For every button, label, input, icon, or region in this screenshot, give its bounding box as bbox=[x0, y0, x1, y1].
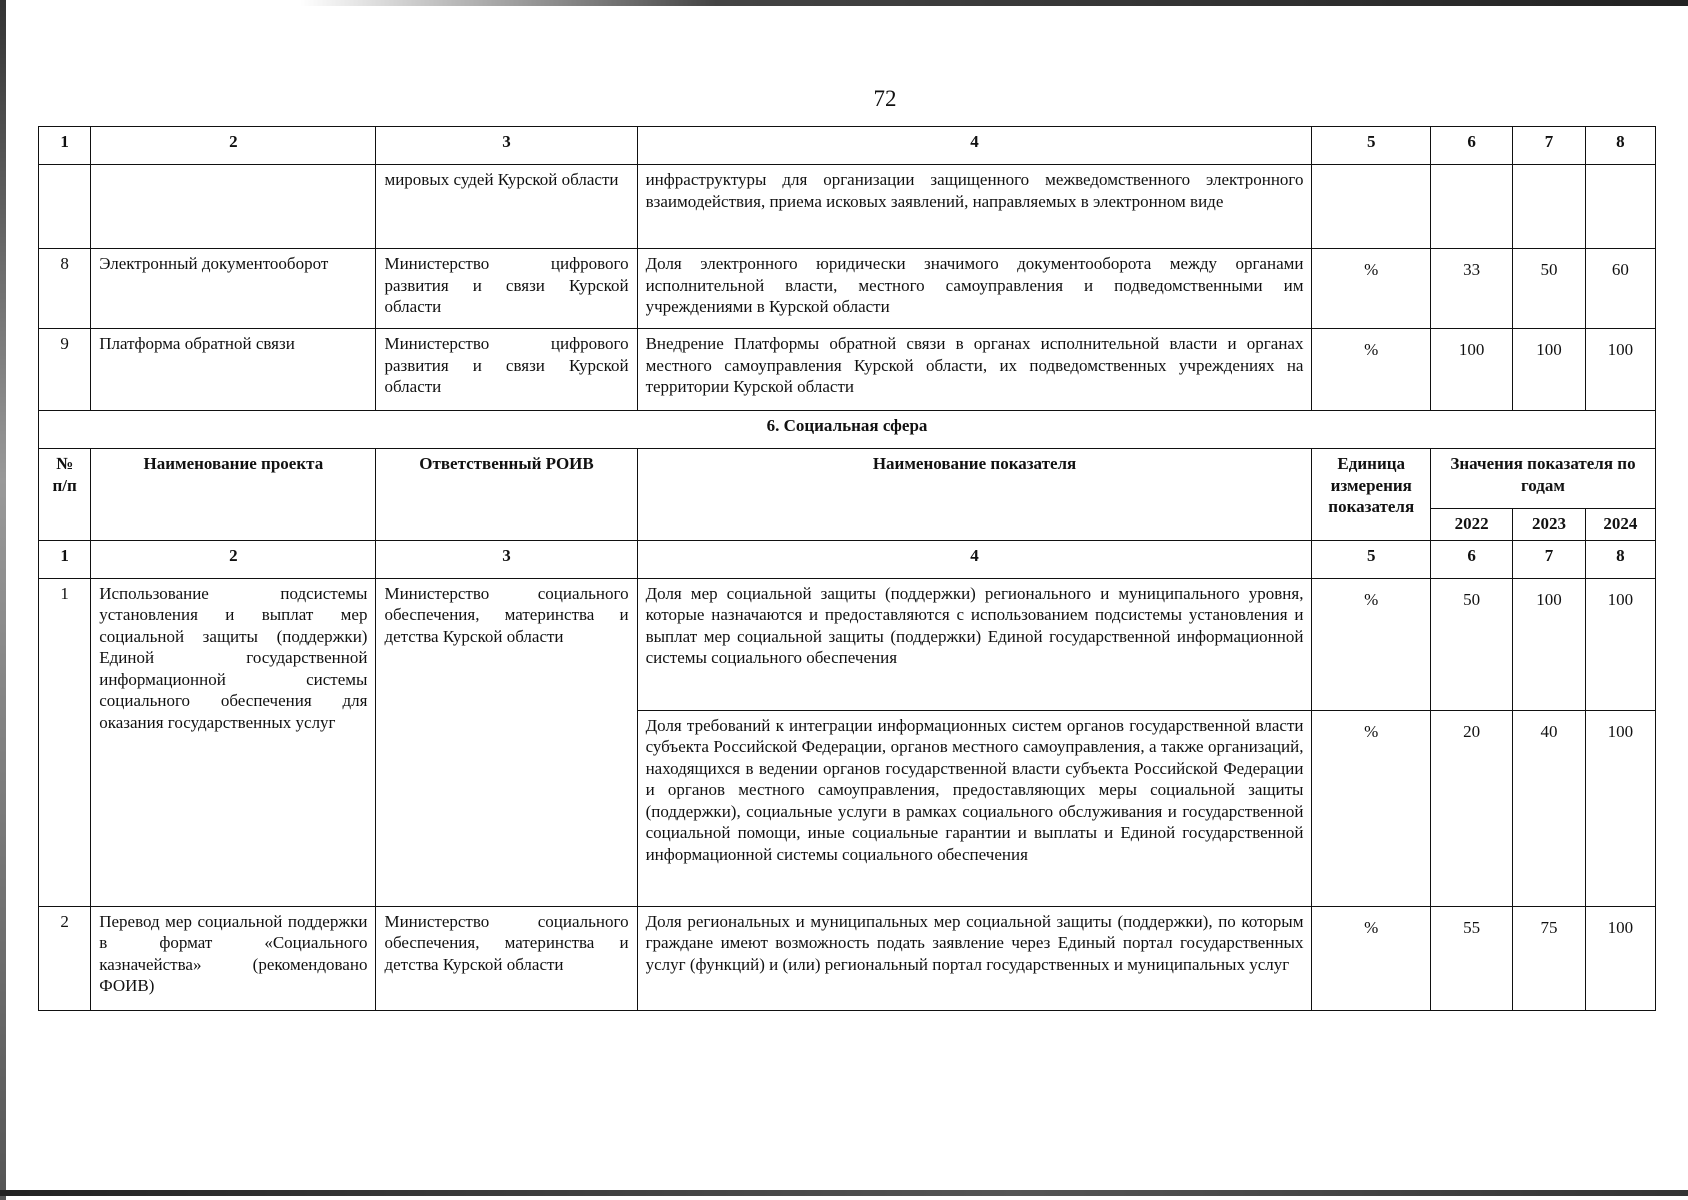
value-2023: 100 bbox=[1513, 329, 1585, 411]
responsible-roiv: Министерство цифрового развития и связи Курской области bbox=[376, 329, 637, 411]
column-index: 4 bbox=[637, 127, 1312, 165]
scan-edge-left bbox=[0, 0, 6, 1200]
value-2023 bbox=[1513, 165, 1585, 249]
indicator-name: Внедрение Платформы обратной связи в органах исполнительной власти и органах местного самоуправления Курской области, их подведомственных учреждениях на территории Курской области bbox=[637, 329, 1312, 411]
responsible-roiv: Министерство социального обеспечения, материнства и детства Курской области bbox=[376, 578, 637, 906]
table-row bbox=[39, 165, 1656, 249]
value-2024: 60 bbox=[1585, 249, 1655, 329]
header-year: 2023 bbox=[1513, 509, 1585, 541]
column-index: 2 bbox=[91, 540, 376, 578]
column-index: 7 bbox=[1513, 127, 1585, 165]
column-index: 3 bbox=[376, 127, 637, 165]
indicators-table bbox=[38, 126, 1656, 1011]
unit: % bbox=[1312, 249, 1431, 329]
responsible-roiv: мировых судей Курской области bbox=[376, 165, 637, 249]
value-2022: 33 bbox=[1430, 249, 1512, 329]
header-unit: Единица измерения показателя bbox=[1312, 449, 1431, 541]
indicator-name: Доля региональных и муниципальных мер социальной защиты (поддержки), по которым граждане имеют возможность подать заявление через Единый портал государственных услуг (функций) и (или) региональный портал государственных и муниципальных услуг bbox=[637, 906, 1312, 1010]
table-row bbox=[39, 906, 1656, 1010]
value-2024: 100 bbox=[1585, 710, 1655, 906]
column-index: 4 bbox=[637, 540, 1312, 578]
indicator-name: Доля мер социальной защиты (поддержки) регионального и муниципального уровня, которые назначаются и предоставляются с использованием подсистемы установления и выплат мер социальной защиты (поддержки) Единой государственной информационной системы социального обеспечения bbox=[637, 578, 1312, 710]
indicator-name: инфраструктуры для организации защищенного межведомственного электронного взаимодействия, приема исковых заявлений, направляемых в электронном виде bbox=[637, 165, 1312, 249]
value-2024: 100 bbox=[1585, 906, 1655, 1010]
header-row bbox=[39, 449, 1656, 509]
value-2024 bbox=[1585, 165, 1655, 249]
project-name: Перевод мер социальной поддержки в формат «Социального казначейства» (рекомендовано ФОИВ) bbox=[91, 906, 376, 1010]
column-index: 7 bbox=[1513, 540, 1585, 578]
unit: % bbox=[1312, 710, 1431, 906]
value-2023: 75 bbox=[1513, 906, 1585, 1010]
column-index: 5 bbox=[1312, 127, 1431, 165]
unit bbox=[1312, 165, 1431, 249]
header-indicator: Наименование показателя bbox=[637, 449, 1312, 541]
project-name: Платформа обратной связи bbox=[91, 329, 376, 411]
value-2024: 100 bbox=[1585, 329, 1655, 411]
header-year: 2022 bbox=[1430, 509, 1512, 541]
column-index: 1 bbox=[39, 127, 91, 165]
unit: % bbox=[1312, 329, 1431, 411]
section-row bbox=[39, 411, 1656, 449]
scan-edge-bottom bbox=[0, 1190, 1688, 1196]
row-number: 9 bbox=[39, 329, 91, 411]
unit: % bbox=[1312, 578, 1431, 710]
value-2022: 50 bbox=[1430, 578, 1512, 710]
value-2024: 100 bbox=[1585, 578, 1655, 710]
page-number: 72 bbox=[873, 86, 897, 111]
column-index: 3 bbox=[376, 540, 637, 578]
value-2023: 40 bbox=[1513, 710, 1585, 906]
row-number: 8 bbox=[39, 249, 91, 329]
value-2022 bbox=[1430, 165, 1512, 249]
indicator-name: Доля требований к интеграции информационных систем органов государственной власти субъекта Российской Федерации, органов местного самоуправления, а также организаций, находящихся в ведении органов государственной власти субъекта Российской Федерации и органов местного самоуправления, предоставляющих меры социальной защиты (поддержки), социальные услуги в рамках социального обслуживания и государственной социальной помощи, иные социальные гарантии и выплаты и Единой государственной информационной системы социального обеспечения bbox=[637, 710, 1312, 906]
column-index: 8 bbox=[1585, 540, 1655, 578]
value-2022: 20 bbox=[1430, 710, 1512, 906]
unit: % bbox=[1312, 906, 1431, 1010]
value-2023: 50 bbox=[1513, 249, 1585, 329]
column-index-row bbox=[39, 127, 1656, 165]
row-number: 2 bbox=[39, 906, 91, 1010]
column-index-row bbox=[39, 540, 1656, 578]
header-year: 2024 bbox=[1585, 509, 1655, 541]
column-index: 1 bbox=[39, 540, 91, 578]
column-index: 6 bbox=[1430, 540, 1512, 578]
column-index: 8 bbox=[1585, 127, 1655, 165]
section-title: 6. Социальная сфера bbox=[39, 411, 1656, 449]
project-name: Использование подсистемы установления и выплат мер социальной защиты (поддержки) Единой государственной информационной системы социального обеспечения для оказания государственных услуг bbox=[91, 578, 376, 906]
column-index: 5 bbox=[1312, 540, 1431, 578]
header-project: Наименование проекта bbox=[91, 449, 376, 541]
header-num: № п/п bbox=[39, 449, 91, 541]
table-row bbox=[39, 578, 1656, 710]
header-values: Значения показателя по годам bbox=[1430, 449, 1655, 509]
value-2023: 100 bbox=[1513, 578, 1585, 710]
responsible-roiv: Министерство цифрового развития и связи Курской области bbox=[376, 249, 637, 329]
row-number: 1 bbox=[39, 578, 91, 906]
project-name: Электронный документооборот bbox=[91, 249, 376, 329]
responsible-roiv: Министерство социального обеспечения, материнства и детства Курской области bbox=[376, 906, 637, 1010]
row-number bbox=[39, 165, 91, 249]
table-row bbox=[39, 249, 1656, 329]
scan-edge-top bbox=[300, 0, 1688, 6]
header-roiv: Ответственный РОИВ bbox=[376, 449, 637, 541]
value-2022: 100 bbox=[1430, 329, 1512, 411]
indicator-name: Доля электронного юридически значимого документооборота между органами исполнительной власти, местного самоуправления и подведомственными им учреждениями в Курской области bbox=[637, 249, 1312, 329]
value-2022: 55 bbox=[1430, 906, 1512, 1010]
project-name bbox=[91, 165, 376, 249]
table-row bbox=[39, 329, 1656, 411]
column-index: 6 bbox=[1430, 127, 1512, 165]
column-index: 2 bbox=[91, 127, 376, 165]
